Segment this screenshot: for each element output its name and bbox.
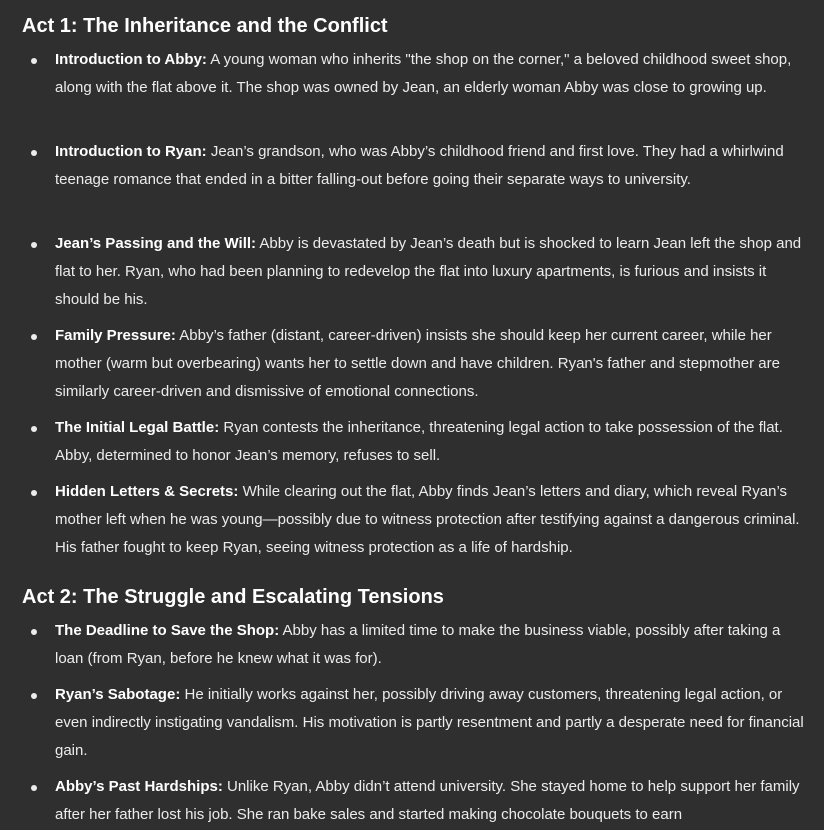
list-item-body: Abby’s father (distant, career-driven) insists she should keep her current career, while her mother (warm but overbearing) wants her to settle down and have children. Ryan's father and stepmother are similarly career-driven and dismissive of emotional connections. bbox=[55, 327, 780, 400]
list-item-text bbox=[55, 414, 807, 470]
list-item-title: Family Pressure: bbox=[55, 327, 176, 344]
list-item-text bbox=[55, 617, 807, 673]
list-item-title: Abby’s Past Hardships: bbox=[55, 778, 223, 795]
list-item-title: The Initial Legal Battle: bbox=[55, 419, 220, 436]
list-item-body: He initially works against her, possibly driving away customers, threatening legal action, or even indirectly instigating vandalism. His motivation is partly resentment and partly a desperate need for financial gain. bbox=[55, 686, 804, 759]
bullet-icon bbox=[31, 242, 37, 248]
bullet-icon bbox=[31, 426, 37, 432]
list-item-text bbox=[55, 46, 807, 102]
list-item-text bbox=[55, 322, 807, 406]
bullet-icon bbox=[31, 334, 37, 340]
list-item-body: Ryan contests the inheritance, threatening legal action to take possession of the flat. Abby, determined to honor Jean’s memory, refuses to sell. bbox=[55, 419, 783, 464]
list-item-body: Unlike Ryan, Abby didn’t attend university. She stayed home to help support her family after her father lost his job. She ran bake sales and started making chocolate bouquets to earn bbox=[55, 778, 800, 823]
list-item-text bbox=[55, 773, 807, 829]
list-item-text bbox=[55, 681, 807, 765]
list-item-title: Jean’s Passing and the Will: bbox=[55, 235, 257, 252]
list-item-title: Introduction to Ryan: bbox=[55, 143, 207, 160]
list-item-title: Ryan’s Sabotage: bbox=[55, 686, 181, 703]
list-item-body: While clearing out the flat, Abby finds Jean’s letters and diary, which reveal Ryan’s mother left when he was young—possibly due to witness protection after testifying against a dangerous criminal. His father fought to keep Ryan, seeing witness protection as a life of hardship. bbox=[55, 483, 800, 556]
act-2-heading: Act 2: The Struggle and Escalating Tensions bbox=[22, 586, 444, 608]
list-item-body: Abby is devastated by Jean’s death but is shocked to learn Jean left the shop and flat to her. Ryan, who had been planning to redevelop the flat into luxury apartments, is furious and insists it should be his. bbox=[55, 235, 802, 308]
bullet-icon bbox=[31, 58, 37, 64]
list-item-body: Abby has a limited time to make the business viable, possibly after taking a loan (from Ryan, before he knew what it was for). bbox=[55, 622, 781, 667]
bullet-icon bbox=[31, 629, 37, 635]
bullet-icon bbox=[31, 693, 37, 699]
list-item-title: Hidden Letters & Secrets: bbox=[55, 483, 239, 500]
list-item-body: A young woman who inherits "the shop on the corner," a beloved childhood sweet shop, along with the flat above it. The shop was owned by Jean, an elderly woman Abby was close to growing up. bbox=[55, 51, 792, 96]
act-1-heading: Act 1: The Inheritance and the Conflict bbox=[22, 15, 388, 37]
bullet-icon bbox=[31, 785, 37, 791]
list-item-text bbox=[55, 138, 807, 194]
list-item-text bbox=[55, 230, 807, 314]
list-item-body: Jean’s grandson, who was Abby’s childhood friend and first love. They had a whirlwind teenage romance that ended in a bitter falling-out before going their separate ways to university. bbox=[55, 143, 784, 188]
list-item-text bbox=[55, 478, 807, 562]
bullet-icon bbox=[31, 150, 37, 156]
bullet-icon bbox=[31, 490, 37, 496]
list-item-title: Introduction to Abby: bbox=[55, 51, 207, 68]
list-item-title: The Deadline to Save the Shop: bbox=[55, 622, 280, 639]
